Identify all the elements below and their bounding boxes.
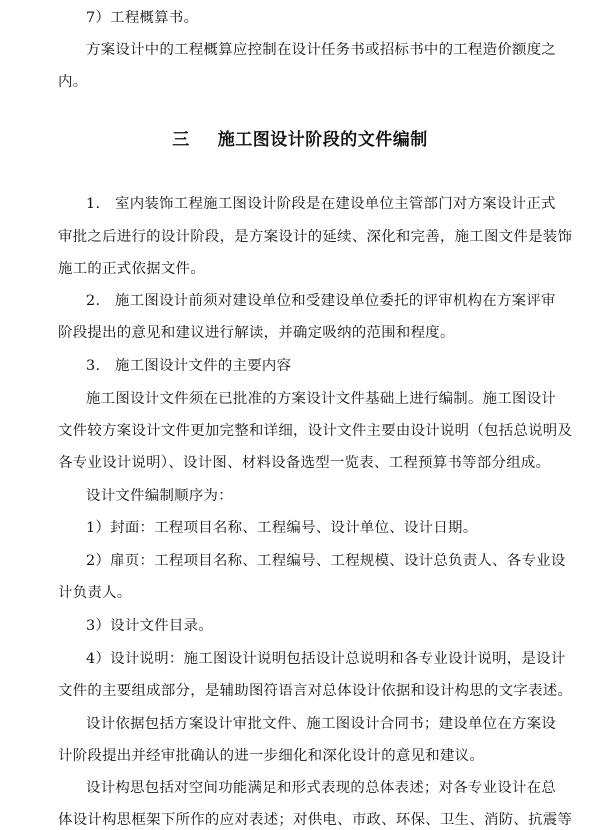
paragraph-line: 各专业设计说明）、设计图、材料设备选型一览表、工程预算书等部分组成。: [58, 455, 551, 471]
list-item-title-page: 2）扉页：工程项目名称、工程编号、工程规模、设计总负责人、各专业设: [86, 553, 566, 569]
paragraph-line: 文件的主要组成部分，是辅助图符语言对总体设计依据和设计构思的文字表述。: [58, 683, 573, 699]
paragraph-line: 方案设计中的工程概算应控制在设计任务书或招标书中的工程造价额度之: [86, 42, 557, 58]
section-title: 施工图设计阶段的文件编制: [217, 130, 428, 150]
section-number: 三: [172, 130, 190, 150]
paragraph-line: 文件较方案设计文件更加完整和详细，设计文件主要由设计说明（包括总说明及: [58, 423, 573, 439]
list-item-7-estimate: 7）工程概算书。: [86, 10, 199, 26]
subsection-heading: 3. 施工图设计文件的主要内容: [86, 358, 292, 374]
paragraph-line: 设计构思包括对空间功能满足和形式表现的总体表述；对各专业设计在总: [86, 780, 557, 796]
paragraph-line: 计负责人。: [58, 585, 132, 601]
paragraph-line: 施工图设计文件须在已批准的方案设计文件基础上进行编制。施工图设计: [86, 391, 557, 407]
paragraph-line: 审批之后进行的设计阶段，是方案设计的延续、深化和完善，施工图文件是装饰: [58, 229, 573, 245]
paragraph-line: 1. 室内装饰工程施工图设计阶段是在建设单位主管部门对方案设计正式: [86, 196, 556, 212]
list-item-contents: 3）设计文件目录。: [86, 618, 213, 634]
paragraph-line: 设计文件编制顺序为：: [86, 488, 233, 504]
paragraph-line: 体设计构思框架下所作的应对表述；对供电、市政、环保、卫生、消防、抗震等: [58, 812, 573, 828]
paragraph-line: 设计依据包括方案设计审批文件、施工图设计合同书；建设单位在方案设: [86, 716, 557, 732]
paragraph-line: 阶段提出的意见和建议进行解读，并确定吸纳的范围和程度。: [58, 325, 455, 341]
paragraph-line: 内。: [58, 74, 88, 90]
paragraph-line: 施工的正式依据文件。: [58, 261, 205, 277]
paragraph-line: 2. 施工图设计前须对建设单位和受建设单位委托的评审机构在方案评审: [86, 293, 556, 309]
list-item-cover: 1）封面：工程项目名称、工程编号、设计单位、设计日期。: [86, 520, 478, 536]
paragraph-line: 计阶段提出并经审批确认的进一步细化和深化设计的意见和建议。: [58, 748, 485, 764]
list-item-design-notes: 4）设计说明：施工图设计说明包括设计总说明和各专业设计说明，是设计: [86, 651, 566, 667]
section-heading: [0, 128, 600, 152]
